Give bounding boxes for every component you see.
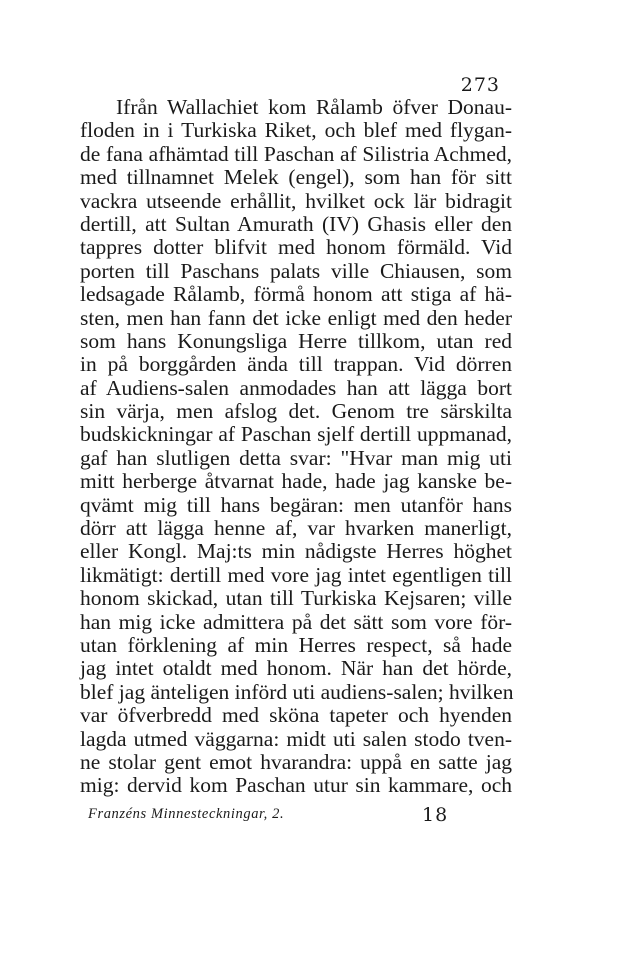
text-line: Ifrån Wallachiet kom Rålamb öfver Donau-: [116, 95, 512, 119]
text-line: sin värja, men afslog det. Genom tre särskilta: [80, 399, 512, 424]
text-line: med tillnamnet Melek (engel), som han för sitt: [80, 165, 512, 190]
text-line: mitt herberge åtvarnat hade, hade jag kanske be-: [80, 469, 512, 494]
text-line: ledsagade Rålamb, förmå honom att stiga af hä-: [80, 282, 512, 307]
text-line: eller Kongl. Maj:ts min nådigste Herres höghet: [80, 539, 512, 564]
text-line: floden in i Turkiska Riket, och blef med flygan-: [80, 118, 512, 143]
text-line: honom skickad, utan till Turkiska Kejsaren; ville: [80, 586, 512, 611]
text-line: jag intet otaldt med honom. När han det hörde,: [80, 656, 512, 681]
text-line: dörr att lägga henne af, var hvarken manerligt,: [80, 516, 512, 541]
page-footer: [80, 804, 512, 828]
text-line: de fana afhämtad till Paschan af Silistria Achmed,: [80, 141, 512, 166]
text-line: porten till Paschans palats ville Chiausen, som: [80, 258, 512, 283]
text-line: mig: dervid kom Paschan utur sin kammare, och: [80, 773, 512, 798]
signature-mark: 18: [422, 804, 449, 826]
text-line: blef jag änteligen införd uti audiens-salen; hvilken: [80, 679, 514, 704]
text-line: sten, men han fann det icke enligt med den heder: [80, 305, 512, 330]
text-line: af Audiens-salen anmodades han att lägga bort: [80, 375, 512, 400]
text-line: som hans Konungsliga Herre tillkom, utan red: [80, 328, 512, 353]
text-line: han mig icke admittera på det sätt som vore för-: [80, 609, 512, 634]
text-line: var öfverbredd med sköna tapeter och hyenden: [80, 703, 512, 728]
text-line: dertill, att Sultan Amurath (IV) Ghasis eller den: [80, 211, 512, 236]
page-number: 273: [460, 74, 500, 96]
text-line: tappres dotter blifvit med honom förmäld. Vid: [80, 235, 512, 260]
text-line: gaf han slutligen detta svar: "Hvar man mig uti: [80, 445, 512, 470]
text-line: in på borggården ända till trappan. Vid dörren: [80, 352, 512, 377]
text-line: vackra utseende erhållit, hvilket ock lär bidragit: [80, 188, 512, 213]
footer-book-title: Franzéns Minnesteckningar, 2.: [88, 806, 285, 822]
text-line: lagda utmed väggarna: midt uti salen stodo tven-: [80, 726, 512, 751]
text-line: utan förklening af min Herres respect, så hade: [80, 632, 512, 657]
text-line: likmätigt: dertill med vore jag intet egentligen till: [80, 562, 512, 587]
text-line: qvämt mig till hans begäran: men utanför hans: [80, 492, 512, 517]
text-line: ne stolar gent emot hvarandra: uppå en satte jag: [80, 749, 512, 774]
text-line: budskickningar af Paschan sjelf dertill uppmanad,: [80, 422, 512, 447]
body-text: [80, 96, 512, 798]
